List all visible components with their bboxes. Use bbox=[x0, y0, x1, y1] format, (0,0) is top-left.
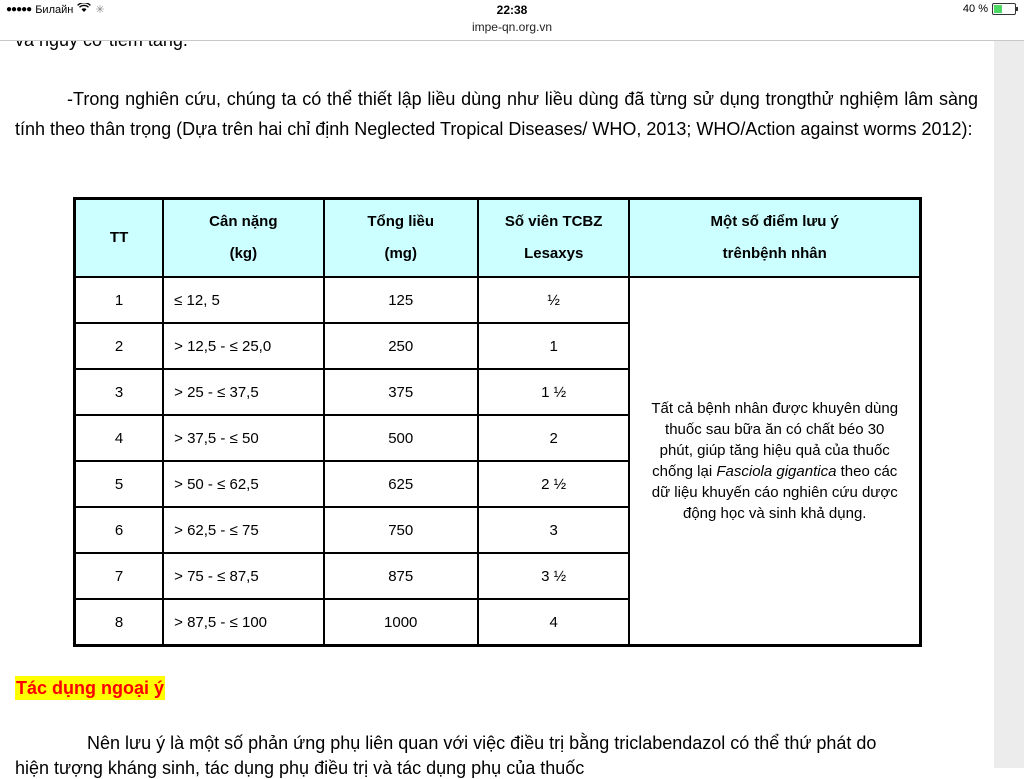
dosage-table bbox=[73, 197, 922, 647]
paragraph-dosage-intro: -Trong nghiên cứu, chúng ta có thể thiết lập liều dùng như liều dùng đã từng sử dụng trongthử nghiệm lâm sàng tính theo thân trọng (Dựa trên hai chỉ định Neglected Tropical Diseases/ WHO, 2013; WHO/Action against worms 2012): bbox=[15, 89, 978, 139]
header-weight-line1: Cân nặng bbox=[209, 213, 278, 230]
cell-tt: 1 bbox=[75, 277, 164, 323]
cell-weight: > 50 - ≤ 62,5 bbox=[163, 461, 323, 507]
page-scroll-gutter[interactable] bbox=[994, 41, 1024, 768]
header-weight-line2: (kg) bbox=[229, 245, 258, 262]
cell-tt: 7 bbox=[75, 553, 164, 599]
cell-tt: 8 bbox=[75, 599, 164, 646]
cell-tablets: 4 bbox=[478, 599, 630, 646]
note-text-end: theo các dữ liệu khuyến cáo nghiên cứu dược động học và sinh khả dụng. bbox=[651, 463, 898, 522]
cell-tablets: 1 ½ bbox=[478, 369, 630, 415]
cell-dose: 1000 bbox=[324, 599, 478, 646]
cell-notes bbox=[629, 277, 920, 646]
header-notes-line2: trênbệnh nhân bbox=[722, 245, 827, 262]
cell-weight: ≤ 12, 5 bbox=[163, 277, 323, 323]
cell-dose: 250 bbox=[324, 323, 478, 369]
battery-icon bbox=[992, 3, 1016, 15]
cell-dose: 375 bbox=[324, 369, 478, 415]
cell-dose: 750 bbox=[324, 507, 478, 553]
status-bar bbox=[0, 0, 1024, 41]
note-species-name: Fasciola gigantica bbox=[716, 463, 837, 480]
cell-tablets: 1 bbox=[478, 323, 630, 369]
cell-dose: 500 bbox=[324, 415, 478, 461]
cell-tt: 5 bbox=[75, 461, 164, 507]
cell-tt: 3 bbox=[75, 369, 164, 415]
header-tablets bbox=[478, 199, 630, 278]
cell-weight: > 37,5 - ≤ 50 bbox=[163, 415, 323, 461]
cell-weight: > 87,5 - ≤ 100 bbox=[163, 599, 323, 646]
paragraph-side-effects-cutoff: hiện tượng kháng sinh, tác dụng phụ điều trị và tác dụng phụ của thuốc bbox=[15, 758, 585, 778]
status-right bbox=[963, 3, 1016, 15]
note-text: Tất cả bệnh nhân được khuyên dùng thuốc sau bữa ăn có chất béo 30 phút, giúp tăng hiệu quả của thuốc chống lại bbox=[651, 400, 899, 480]
carrier-name: Билайн bbox=[35, 3, 74, 16]
signal-strength-icon: ●●●●● bbox=[6, 4, 32, 15]
address-bar-url[interactable]: impe-qn.org.vn bbox=[471, 20, 553, 34]
cell-weight: > 12,5 - ≤ 25,0 bbox=[163, 323, 323, 369]
cell-weight: > 62,5 - ≤ 75 bbox=[163, 507, 323, 553]
table-row bbox=[75, 277, 921, 323]
cell-dose: 125 bbox=[324, 277, 478, 323]
cell-tt: 2 bbox=[75, 323, 164, 369]
header-dose-line1: Tổng liều bbox=[367, 213, 435, 230]
header-notes-line1: Một số điểm lưu ý bbox=[710, 213, 839, 230]
clock: 22:38 bbox=[496, 3, 528, 17]
header-dose-line2: (mg) bbox=[384, 245, 417, 262]
cell-tablets: 2 ½ bbox=[478, 461, 630, 507]
header-tablets-line2: Lesaxys bbox=[524, 245, 584, 262]
loading-spinner-icon: ✳ bbox=[95, 4, 105, 16]
cell-tablets: 2 bbox=[478, 415, 630, 461]
section-heading-side-effects: Tác dụng ngoại ý bbox=[16, 678, 165, 698]
cell-tt: 6 bbox=[75, 507, 164, 553]
header-weight bbox=[163, 199, 323, 278]
header-tt: TT bbox=[75, 199, 164, 278]
header-tablets-line1: Số viên TCBZ bbox=[504, 213, 603, 230]
cell-dose: 625 bbox=[324, 461, 478, 507]
battery-percent: 40 % bbox=[962, 3, 988, 15]
cell-tt: 4 bbox=[75, 415, 164, 461]
table-header-row bbox=[75, 199, 921, 278]
paragraph-side-effects: Nên lưu ý là một số phản ứng phụ liên quan với việc điều trị bằng triclabendazol có thể thứ phát do bbox=[87, 733, 877, 753]
cell-weight: > 75 - ≤ 87,5 bbox=[163, 553, 323, 599]
cell-tablets: 3 ½ bbox=[478, 553, 630, 599]
cell-weight: > 25 - ≤ 37,5 bbox=[163, 369, 323, 415]
cell-dose: 875 bbox=[324, 553, 478, 599]
header-notes bbox=[629, 199, 920, 278]
cell-tablets: 3 bbox=[478, 507, 630, 553]
cell-tablets: ½ bbox=[478, 277, 630, 323]
header-dose bbox=[324, 199, 478, 278]
